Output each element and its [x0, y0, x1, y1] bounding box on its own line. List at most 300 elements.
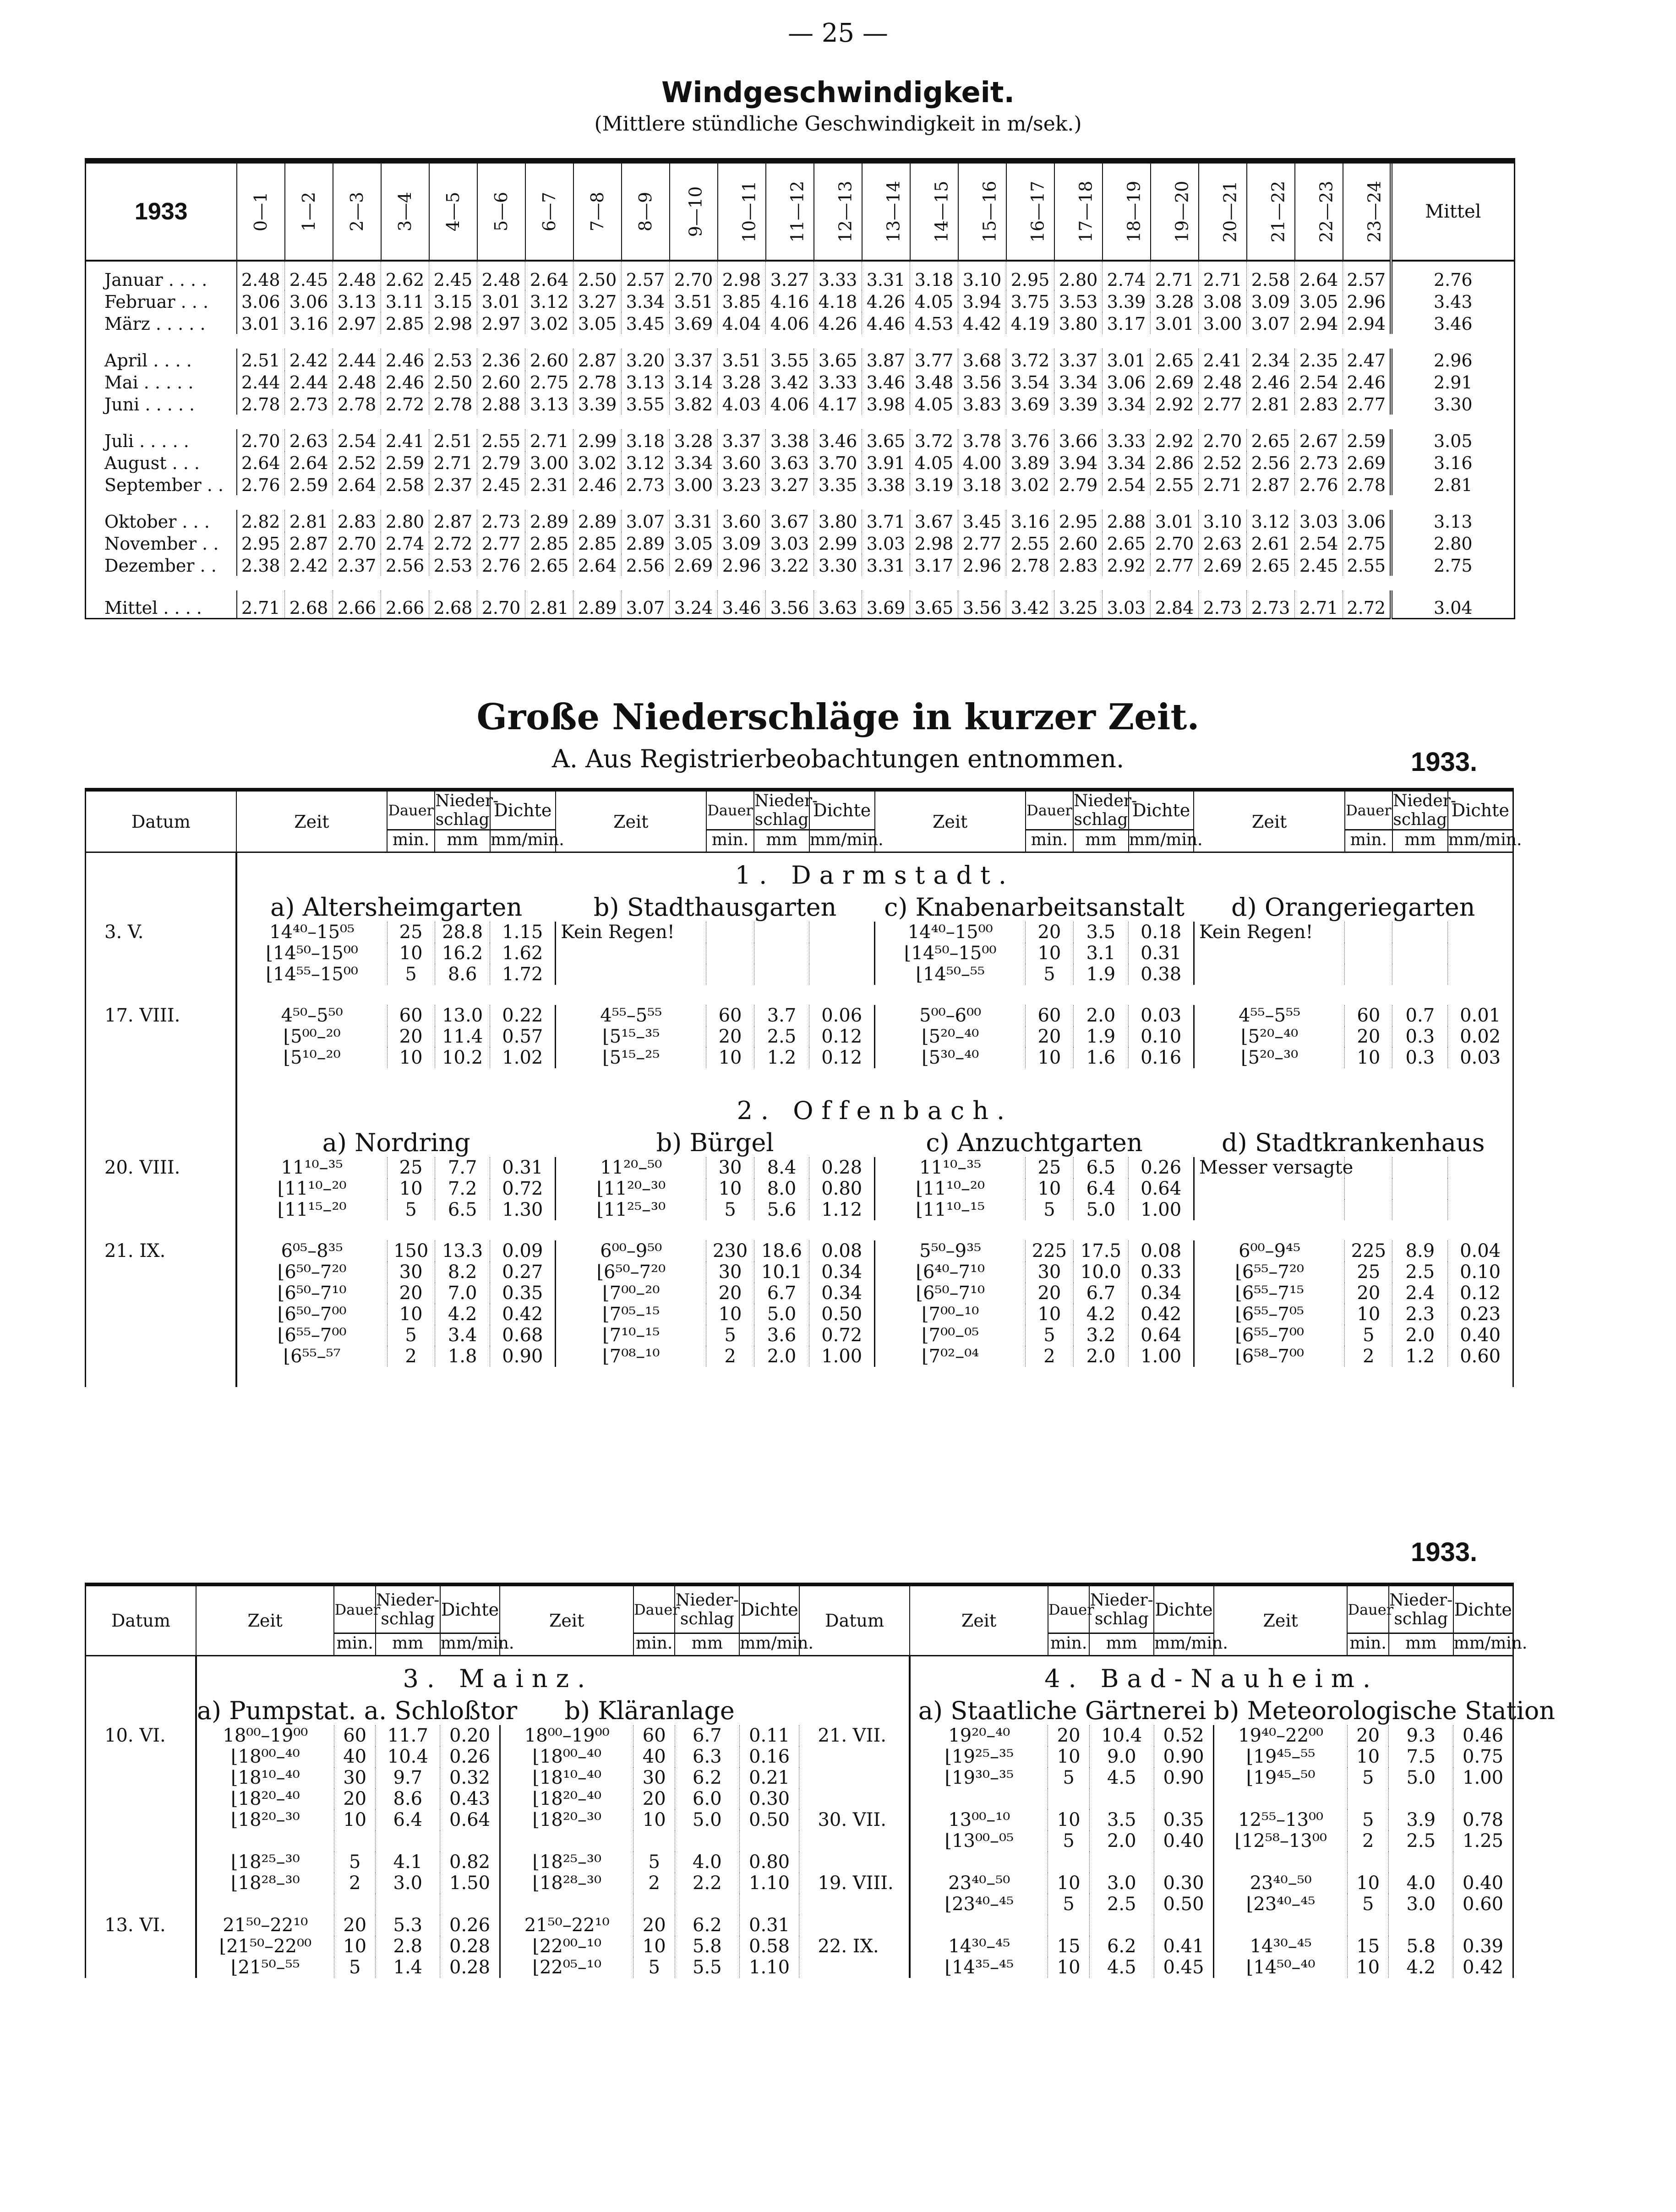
- wind-value: 2.69: [1343, 451, 1391, 473]
- city-name: 4. Bad-Nauheim.: [1044, 1664, 1379, 1693]
- wind-row-mittel: 3.43: [1391, 290, 1515, 312]
- event-row: [86, 1894, 1513, 1915]
- wind-value: 3.11: [381, 290, 429, 312]
- zeit-value: 6⁰⁰–9⁵⁰: [556, 1240, 706, 1262]
- wind-value: 3.42: [1006, 590, 1054, 619]
- wind-value: 2.46: [1343, 371, 1391, 393]
- zeit-value: ⌊7⁰²–⁰⁴: [875, 1346, 1026, 1367]
- niederschlag-header: Nieder-schlag: [435, 790, 490, 830]
- unit-min: min.: [1347, 1633, 1388, 1656]
- wind-value: 2.71: [429, 451, 477, 473]
- wind-value: 2.99: [814, 532, 862, 554]
- wind-value: 2.88: [477, 393, 525, 415]
- wind-value: 3.63: [766, 451, 814, 473]
- wind-value: 3.65: [814, 349, 862, 371]
- dauer-value: 5: [1026, 1325, 1073, 1346]
- niederschlag-value: 6.2: [675, 1915, 739, 1936]
- datum-spacer: [86, 1693, 196, 1725]
- datum-spacer: [86, 1873, 196, 1894]
- dichte-value: [1448, 964, 1513, 985]
- wind-month: April . . . .: [86, 349, 237, 371]
- dauer-value: 10: [334, 1936, 375, 1957]
- niederschlag-value: 1.8: [435, 1346, 490, 1367]
- wind-value: 2.89: [525, 510, 573, 532]
- zeit-value: ⌊5²⁰–⁴⁰: [1194, 1026, 1344, 1047]
- wind-value: 2.70: [477, 590, 525, 619]
- dauer-value: 20: [633, 1788, 675, 1809]
- wind-value: 2.79: [1054, 473, 1103, 495]
- niederschlag-value: 10.0: [1073, 1262, 1129, 1283]
- wind-value: 3.02: [525, 312, 573, 334]
- niederschlag-value: 1.6: [1073, 1047, 1129, 1068]
- niederschlag-value: 2.5: [1392, 1262, 1448, 1283]
- niederschlag-value: 6.3: [675, 1746, 739, 1767]
- dauer-value: 10: [387, 943, 435, 964]
- dauer-value: 5: [334, 1957, 375, 1978]
- wind-value: 2.98: [429, 312, 477, 334]
- niederschlag-value: [1089, 1852, 1154, 1873]
- wind-row-mittel: 2.80: [1391, 532, 1515, 554]
- wind-value: 2.54: [333, 429, 381, 451]
- niederschlag-value: 3.5: [1089, 1809, 1154, 1830]
- event-row: [86, 1047, 1513, 1068]
- dauer-value: 20: [1345, 1283, 1392, 1304]
- unit-mmmin: mm/min.: [1154, 1633, 1214, 1656]
- event-date: 10. VI.: [86, 1725, 196, 1746]
- wind-value: 4.19: [1006, 312, 1054, 334]
- event-row: [86, 1026, 1513, 1047]
- zeit-value: 18⁰⁰–19⁰⁰: [196, 1725, 334, 1746]
- dauer-value: 10: [633, 1936, 675, 1957]
- dauer-value: 20: [1048, 1725, 1089, 1746]
- zeit-value: ⌊21⁵⁰–⁵⁵: [196, 1957, 334, 1978]
- dauer-value: 5: [1347, 1767, 1388, 1788]
- city-row: [86, 852, 1513, 890]
- dichte-header: Dichte: [490, 790, 556, 830]
- wind-month: Mai . . . . .: [86, 371, 237, 393]
- dichte-value: 0.23: [1448, 1304, 1513, 1325]
- dichte-value: [1448, 922, 1513, 943]
- niederschlag-value: 0.7: [1392, 1005, 1448, 1026]
- wind-value: 3.17: [1103, 312, 1151, 334]
- dichte-value: 0.34: [1129, 1283, 1194, 1304]
- event-gap-row: [86, 985, 1513, 1005]
- zeit-value: 21⁵⁰–22¹⁰: [196, 1915, 334, 1936]
- page-number: — 25 —: [788, 18, 888, 48]
- zeit-value: ⌊14⁵⁰–15⁰⁰: [875, 943, 1026, 964]
- dauer-value: 10: [1048, 1746, 1089, 1767]
- niederschlag-header: Nieder-schlag: [376, 1584, 440, 1633]
- dichte-value: [1448, 1157, 1513, 1178]
- zeit-value: ⌊7⁰⁵–¹⁵: [556, 1304, 706, 1325]
- event-row: [86, 1788, 1513, 1809]
- wind-hour-header: [1199, 161, 1247, 261]
- wind-hour-label: 21—22: [1267, 180, 1288, 243]
- zeit-value: 13⁰⁰–¹⁰: [910, 1809, 1048, 1830]
- wind-value: 4.17: [814, 393, 862, 415]
- wind-gap-row: [86, 334, 1515, 349]
- wind-value: 2.81: [1247, 393, 1295, 415]
- datum-spacer: [86, 943, 236, 964]
- niederschlag-value: 7.5: [1389, 1746, 1453, 1767]
- dichte-value: 0.64: [1129, 1325, 1194, 1346]
- wind-value: 3.68: [958, 349, 1006, 371]
- wind-hour-header: [766, 161, 814, 261]
- wind-value: 3.12: [622, 451, 670, 473]
- dauer-value: 5: [633, 1852, 675, 1873]
- datum-spacer: [86, 1304, 236, 1325]
- wind-month: Januar . . . .: [86, 261, 237, 290]
- dauer-value: 30: [334, 1767, 375, 1788]
- wind-month: November . .: [86, 532, 237, 554]
- dauer-value: 20: [334, 1915, 375, 1936]
- dauer-value: [706, 922, 754, 943]
- zeit-header: Zeit: [196, 1584, 334, 1656]
- niederschlag-value: 2.5: [1389, 1830, 1453, 1852]
- dauer-value: [334, 1830, 375, 1852]
- dichte-value: 1.10: [739, 1873, 799, 1894]
- wind-value: 2.56: [1247, 451, 1295, 473]
- wind-value: 3.46: [814, 429, 862, 451]
- niederschlag-value: 2.3: [1392, 1304, 1448, 1325]
- dichte-value: 0.90: [1154, 1767, 1214, 1788]
- zeit-value: ⌊5⁰⁰–²⁰: [236, 1026, 387, 1047]
- datum-header: Datum: [799, 1584, 910, 1656]
- wind-value: 3.18: [622, 429, 670, 451]
- zeit-value: ⌊11¹⁰–²⁰: [875, 1178, 1026, 1199]
- dichte-value: 0.90: [1154, 1746, 1214, 1767]
- dichte-value: [1154, 1852, 1214, 1873]
- dauer-value: 10: [706, 1304, 754, 1325]
- wind-value: 3.67: [766, 510, 814, 532]
- zeit-value: ⌊6⁵⁵–7¹⁵: [1194, 1283, 1344, 1304]
- wind-value: 4.53: [910, 312, 958, 334]
- wind-value: 2.65: [1151, 349, 1199, 371]
- wind-row-mittel: 2.81: [1391, 473, 1515, 495]
- wind-value: 2.42: [285, 554, 333, 576]
- zeit-value: ⌊18²⁵–³⁰: [500, 1852, 633, 1873]
- station-row: [86, 1125, 1513, 1157]
- wind-value: 4.06: [766, 393, 814, 415]
- dichte-value: 0.64: [1129, 1178, 1194, 1199]
- dichte-value: 0.80: [739, 1852, 799, 1873]
- zeit-value: [1214, 1788, 1348, 1809]
- wind-value: 3.31: [862, 261, 910, 290]
- dauer-value: 10: [1026, 943, 1073, 964]
- wind-value: 2.89: [573, 510, 622, 532]
- dauer-value: 5: [1026, 964, 1073, 985]
- dauer-value: 20: [387, 1026, 435, 1047]
- datum-spacer: [86, 1262, 236, 1283]
- zeit-value: ⌊5¹⁵–³⁵: [556, 1026, 706, 1047]
- unit-mmmin: mm/min.: [490, 830, 556, 852]
- dauer-value: 40: [633, 1746, 675, 1767]
- wind-value: 2.68: [285, 590, 333, 619]
- wind-value: 3.60: [718, 510, 766, 532]
- wind-value: 3.39: [1103, 290, 1151, 312]
- wind-value: 3.39: [1054, 393, 1103, 415]
- niederschlag-value: 2.0: [754, 1346, 809, 1367]
- dauer-value: 25: [387, 922, 435, 943]
- dichte-header: Dichte: [440, 1584, 500, 1633]
- zeit-value: 5⁵⁰–9³⁵: [875, 1240, 1026, 1262]
- datum-spacer: [86, 1125, 236, 1157]
- wind-value: 2.69: [1151, 371, 1199, 393]
- wind-value: 3.34: [1103, 393, 1151, 415]
- wind-month: März . . . . .: [86, 312, 237, 334]
- zeit-value: 4⁵⁵–5⁵⁵: [1194, 1005, 1344, 1026]
- wind-value: 3.71: [862, 510, 910, 532]
- wind-value: 3.01: [477, 290, 525, 312]
- unit-mmmin: mm/min.: [1453, 1633, 1513, 1656]
- niederschlag-value: [754, 964, 809, 985]
- zeit-value: ⌊6⁵⁵–7⁰⁰: [1194, 1325, 1344, 1346]
- event-date: 3. V.: [86, 922, 236, 943]
- station-name: b) Meteorologische Station: [1213, 1696, 1556, 1725]
- wind-value: 3.31: [862, 554, 910, 576]
- dauer-header: Dauer: [1347, 1584, 1388, 1633]
- unit-min: min.: [633, 1633, 675, 1656]
- dauer-value: [1345, 943, 1392, 964]
- wind-row-mittel: 3.46: [1391, 312, 1515, 334]
- wind-month: Oktober . . .: [86, 510, 237, 532]
- niederschlag-value: 2.2: [675, 1873, 739, 1894]
- wind-hour-label: 10—11: [738, 180, 759, 243]
- dauer-value: 30: [633, 1767, 675, 1788]
- city-name: 1. Darmstadt.: [735, 861, 1015, 890]
- niederschlag-value: 7.2: [435, 1178, 490, 1199]
- wind-value: 2.73: [622, 473, 670, 495]
- event-row: [86, 1915, 1513, 1936]
- dauer-value: 2: [334, 1873, 375, 1894]
- zeit-value: 19⁴⁰–22⁰⁰: [1214, 1725, 1348, 1746]
- wind-value: 2.71: [525, 429, 573, 451]
- wind-hour-header: [622, 161, 670, 261]
- wind-value: 2.97: [477, 312, 525, 334]
- wind-value: 3.00: [525, 451, 573, 473]
- wind-value: 2.99: [573, 429, 622, 451]
- dichte-value: 0.90: [490, 1346, 556, 1367]
- event-row: [86, 1262, 1513, 1283]
- station-name: c) Knabenarbeitsanstalt: [884, 893, 1185, 922]
- niederschlag-value: 10.4: [376, 1746, 440, 1767]
- datum-spacer: [799, 1767, 910, 1788]
- wind-value: 3.02: [1006, 473, 1054, 495]
- wind-row: [86, 371, 1515, 393]
- wind-value: 2.46: [381, 349, 429, 371]
- wind-value: 2.65: [1103, 532, 1151, 554]
- wind-value: 2.94: [1343, 312, 1391, 334]
- dauer-value: 5: [706, 1325, 754, 1346]
- dichte-header: Dichte: [1453, 1584, 1513, 1633]
- dichte-value: 0.03: [1129, 1005, 1194, 1026]
- datum-spacer: [86, 1199, 236, 1220]
- wind-value: 3.69: [1006, 393, 1054, 415]
- wind-mittel-row: [86, 590, 1515, 619]
- wind-value: 3.48: [910, 371, 958, 393]
- wind-value: 2.80: [381, 510, 429, 532]
- wind-value: 3.35: [814, 473, 862, 495]
- zeit-value: ⌊7⁰⁰–⁰⁵: [875, 1325, 1026, 1346]
- wind-value: 3.87: [862, 349, 910, 371]
- dichte-value: 0.80: [809, 1178, 875, 1199]
- datum-spacer: [86, 1936, 196, 1957]
- wind-hour-label: 23—24: [1364, 180, 1384, 243]
- dichte-value: 0.16: [739, 1746, 799, 1767]
- station-name: a) Nordring: [322, 1128, 470, 1157]
- dauer-value: 10: [706, 1047, 754, 1068]
- wind-hour-label: 12—13: [835, 180, 855, 243]
- wind-value: 2.89: [573, 590, 622, 619]
- dichte-value: 0.52: [1154, 1725, 1214, 1746]
- wind-value: 3.34: [1103, 451, 1151, 473]
- niederschlag-header: Nieder-schlag: [1073, 790, 1129, 830]
- wind-value: 3.06: [237, 290, 285, 312]
- dauer-value: 30: [387, 1262, 435, 1283]
- niederschlag-value: 6.7: [754, 1283, 809, 1304]
- zeit-value: ⌊6⁵⁰–7⁰⁰: [236, 1304, 387, 1325]
- wind-value: 2.64: [285, 451, 333, 473]
- wind-value: 2.56: [381, 554, 429, 576]
- dichte-value: 1.15: [490, 922, 556, 943]
- dauer-value: 5: [1347, 1809, 1388, 1830]
- dichte-value: [809, 943, 875, 964]
- wind-value: 2.66: [381, 590, 429, 619]
- wind-value: 3.10: [958, 261, 1006, 290]
- wind-value: 2.48: [333, 261, 381, 290]
- niederschlag-header: Nieder-schlag: [1392, 790, 1448, 830]
- wind-value: 2.45: [477, 473, 525, 495]
- datum-spacer: [86, 1852, 196, 1873]
- zeit-value: ⌊7⁰⁰–²⁰: [556, 1283, 706, 1304]
- zeit-value: ⌊19³⁰–³⁵: [910, 1767, 1048, 1788]
- zeit-value: [910, 1788, 1048, 1809]
- zeit-value: ⌊11¹⁰–¹⁵: [875, 1199, 1026, 1220]
- wind-value: 4.06: [766, 312, 814, 334]
- dichte-value: [440, 1894, 500, 1915]
- dauer-value: 10: [1048, 1957, 1089, 1978]
- wind-value: 4.03: [718, 393, 766, 415]
- event-row: [86, 1346, 1513, 1367]
- niederschlag-value: 7.0: [435, 1283, 490, 1304]
- wind-row: [86, 393, 1515, 415]
- dauer-value: 225: [1026, 1240, 1073, 1262]
- wind-value: 2.98: [718, 261, 766, 290]
- niederschlag-value: 6.5: [1073, 1157, 1129, 1178]
- wind-hour-header: [237, 161, 285, 261]
- dichte-value: 0.22: [490, 1005, 556, 1026]
- wind-value: 3.28: [718, 371, 766, 393]
- wind-value: 2.73: [1247, 590, 1295, 619]
- wind-row-mittel: 3.30: [1391, 393, 1515, 415]
- wind-value: 3.46: [718, 590, 766, 619]
- dichte-value: [1154, 1788, 1214, 1809]
- dauer-header: Dauer: [633, 1584, 675, 1633]
- wind-value: 3.13: [525, 393, 573, 415]
- event-row: [86, 1325, 1513, 1346]
- niederschlag-value: 2.0: [1089, 1830, 1154, 1852]
- wind-value: 2.63: [285, 429, 333, 451]
- dauer-value: 225: [1345, 1240, 1392, 1262]
- niederschlag-value: 5.5: [675, 1957, 739, 1978]
- dichte-value: 1.10: [739, 1957, 799, 1978]
- wind-hour-header: [718, 161, 766, 261]
- wind-value: 2.48: [333, 371, 381, 393]
- unit-min: min.: [334, 1633, 375, 1656]
- wind-value: 2.73: [1199, 590, 1247, 619]
- precip-table-a: [85, 788, 1522, 1387]
- wind-value: 2.51: [429, 429, 477, 451]
- wind-value: 2.95: [1054, 510, 1103, 532]
- wind-value: 3.28: [670, 429, 718, 451]
- wind-value: 2.98: [910, 532, 958, 554]
- dauer-value: 20: [633, 1915, 675, 1936]
- wind-value: 3.25: [1054, 590, 1103, 619]
- wind-value: 2.70: [237, 429, 285, 451]
- dichte-value: 0.50: [739, 1809, 799, 1830]
- niederschlag-value: [1392, 1178, 1448, 1199]
- dichte-value: 0.26: [440, 1746, 500, 1767]
- dauer-value: 5: [633, 1957, 675, 1978]
- wind-value: 2.85: [573, 532, 622, 554]
- dichte-header: Dichte: [1448, 790, 1513, 830]
- dichte-value: 0.78: [1453, 1809, 1513, 1830]
- dauer-value: 60: [387, 1005, 435, 1026]
- wind-value: 2.77: [1151, 554, 1199, 576]
- event-row: [86, 1746, 1513, 1767]
- wind-value: 3.09: [1247, 290, 1295, 312]
- wind-value: 2.71: [1295, 590, 1343, 619]
- dauer-header: Dauer: [706, 790, 754, 830]
- zeit-value: [500, 1830, 633, 1852]
- niederschlag-value: [675, 1830, 739, 1852]
- wind-value: 2.35: [1295, 349, 1343, 371]
- zeit-header: Zeit: [236, 790, 387, 852]
- dichte-value: 0.38: [1129, 964, 1194, 985]
- wind-hour-label: 6—7: [539, 191, 559, 232]
- wind-value: 2.50: [429, 371, 477, 393]
- dauer-value: 10: [1048, 1873, 1089, 1894]
- wind-hour-label: 11—12: [786, 180, 807, 243]
- niederschlag-value: [1392, 943, 1448, 964]
- dichte-value: 0.68: [490, 1325, 556, 1346]
- dichte-value: 0.01: [1448, 1005, 1513, 1026]
- unit-mmmin: mm/min.: [809, 830, 875, 852]
- wind-value: 2.59: [285, 473, 333, 495]
- wind-value: 3.20: [622, 349, 670, 371]
- wind-value: 2.57: [1343, 261, 1391, 290]
- wind-row-mittel: 3.16: [1391, 451, 1515, 473]
- niederschlag-value: 5.0: [1389, 1767, 1453, 1788]
- wind-value: 2.59: [381, 451, 429, 473]
- niederschlag-value: 4.2: [1389, 1957, 1453, 1978]
- wind-value: 2.50: [573, 261, 622, 290]
- niederschlag-value: 28.8: [435, 922, 490, 943]
- dichte-value: [1453, 1852, 1513, 1873]
- dichte-value: 0.31: [1129, 943, 1194, 964]
- niederschlag-value: 5.8: [1389, 1936, 1453, 1957]
- niederschlag-value: [376, 1830, 440, 1852]
- dichte-value: 0.09: [490, 1240, 556, 1262]
- zeit-value: [910, 1852, 1048, 1873]
- unit-mmmin: mm/min.: [739, 1633, 799, 1656]
- zeit-value: ⌊6⁵⁰–7¹⁰: [875, 1283, 1026, 1304]
- niederschlag-value: [754, 922, 809, 943]
- dichte-value: 1.25: [1453, 1830, 1513, 1852]
- dauer-value: 20: [1345, 1026, 1392, 1047]
- wind-value: 2.76: [477, 554, 525, 576]
- dichte-value: 1.02: [490, 1047, 556, 1068]
